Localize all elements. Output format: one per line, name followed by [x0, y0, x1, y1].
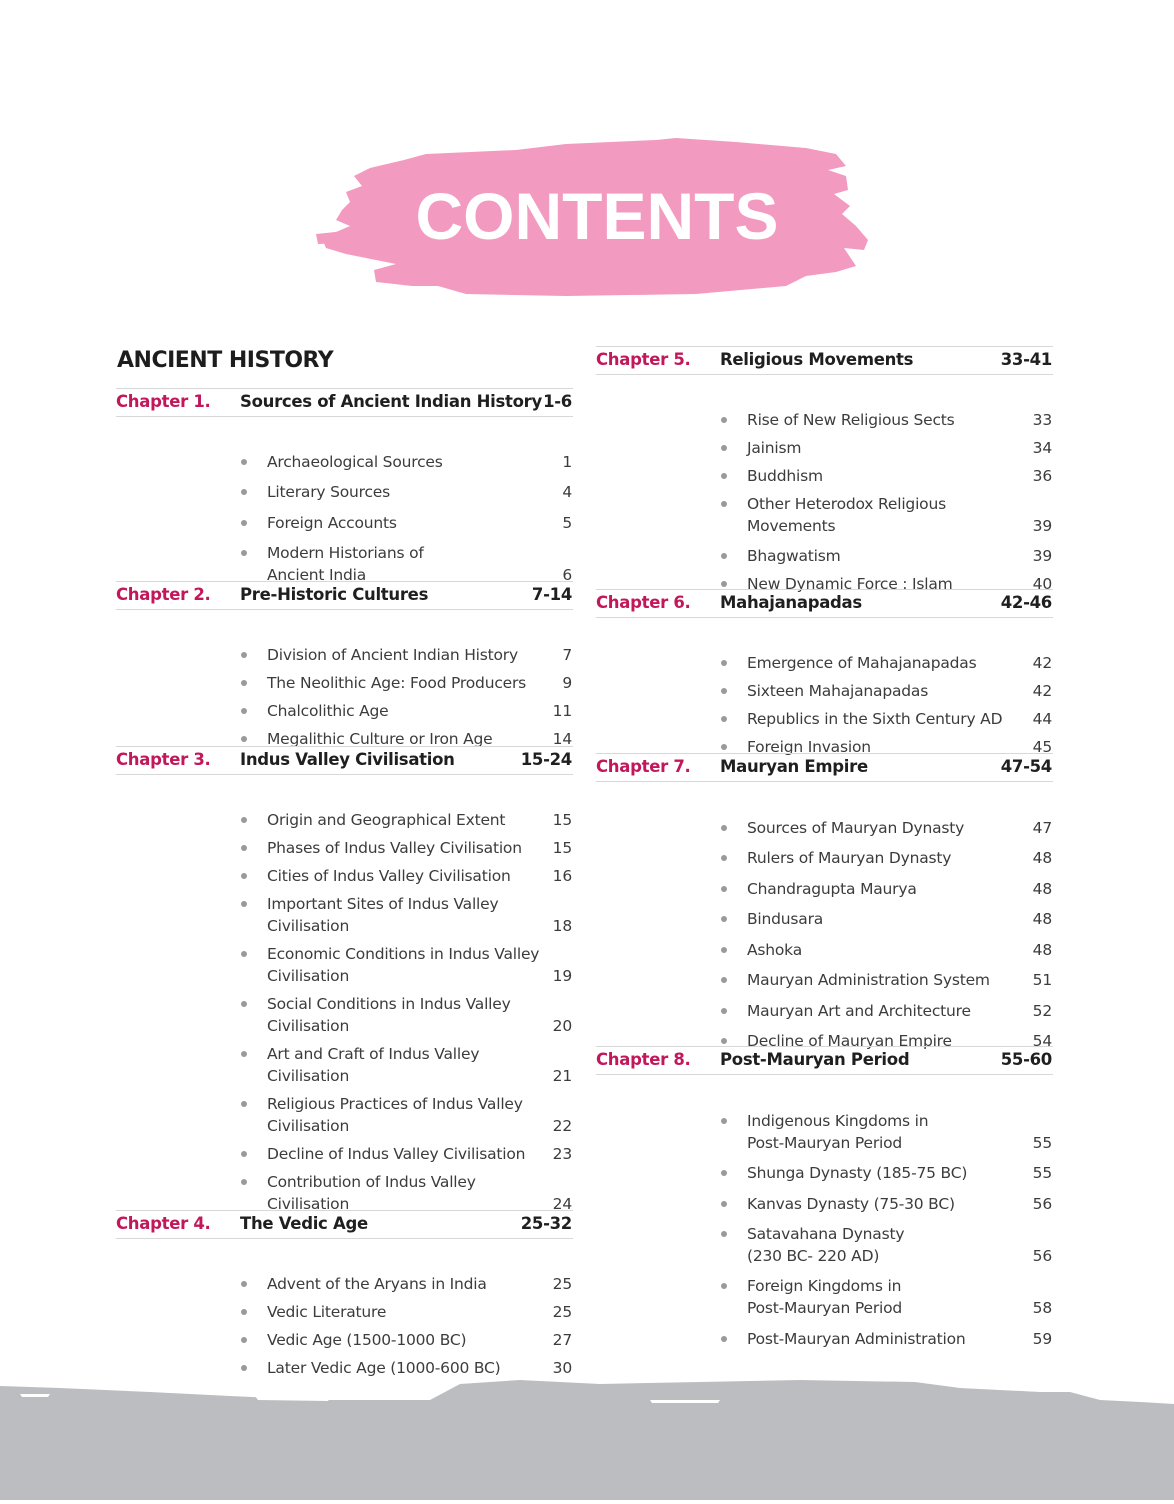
bullet-icon — [241, 1179, 247, 1185]
topic-text: Buddhism — [747, 467, 823, 485]
topic-page: 59 — [1032, 1330, 1052, 1348]
topic-page: 56 — [1032, 1247, 1052, 1265]
topic-text: Cities of Indus Valley Civilisation — [267, 867, 511, 885]
topic-text: Post-Mauryan Administration — [747, 1330, 966, 1348]
topic-page: 9 — [562, 674, 572, 692]
topic-item[interactable] — [116, 644, 573, 666]
topic-text: Economic Conditions in Indus Valley Civilisation — [267, 945, 540, 985]
topic-item[interactable] — [116, 1329, 573, 1351]
topic-text: Important Sites of Indus Valley Civilisation — [267, 895, 499, 935]
topic-text: Rulers of Mauryan Dynasty — [747, 849, 952, 867]
bullet-icon — [721, 1118, 727, 1124]
topic-page: 51 — [1032, 971, 1052, 989]
topic-item[interactable] — [596, 1193, 1053, 1215]
topic-text: Social Conditions in Indus Valley Civilisation — [267, 995, 511, 1035]
chapter-pages: 42-46 — [1000, 593, 1052, 612]
topic-text: Emergence of Mahajanapadas — [747, 654, 977, 672]
contents-title: CONTENTS — [415, 179, 779, 253]
topic-item[interactable] — [116, 837, 573, 859]
topic-page: 55 — [1032, 1134, 1052, 1152]
chapter-number: Chapter 4. — [116, 1214, 211, 1233]
topic-text: Literary Sources — [267, 483, 391, 501]
chapter-header[interactable] — [596, 1046, 1053, 1075]
bullet-icon — [241, 817, 247, 823]
topic-text: Origin and Geographical Extent — [267, 811, 506, 829]
topic-page: 4 — [562, 483, 572, 501]
topic-text: Indigenous Kingdoms in Post-Mauryan Period — [747, 1112, 929, 1152]
topic-page: 16 — [552, 867, 572, 885]
bullet-icon — [241, 1309, 247, 1315]
topic-item[interactable] — [596, 908, 1053, 930]
topic-item[interactable] — [596, 847, 1053, 869]
topic-item[interactable] — [116, 1043, 573, 1087]
topic-text: New Dynamic Force : Islam — [747, 575, 953, 593]
bullet-icon — [721, 1201, 727, 1207]
topic-text: Religious Practices of Indus Valley Civilisation — [267, 1095, 523, 1135]
contents-banner — [316, 136, 872, 302]
bullet-icon — [241, 1337, 247, 1343]
chapter-title: The Vedic Age — [240, 1214, 368, 1233]
chapter-6 — [596, 589, 1053, 756]
topic-item[interactable] — [596, 817, 1053, 839]
brush-stroke-shape — [0, 1360, 1174, 1500]
chapter-header[interactable] — [116, 581, 573, 610]
topic-item[interactable] — [596, 939, 1053, 961]
chapter-pages: 33-41 — [1000, 350, 1052, 369]
topic-item[interactable] — [596, 1275, 1053, 1319]
topic-page: 39 — [1032, 547, 1052, 565]
footer-brush-band — [0, 1360, 1174, 1500]
topic-text: The Neolithic Age: Food Producers — [267, 674, 527, 692]
chapter-3 — [116, 746, 573, 1213]
topic-item[interactable] — [116, 893, 573, 937]
topic-item[interactable] — [596, 652, 1053, 674]
bullet-icon — [241, 845, 247, 851]
chapter-title: Pre-Historic Cultures — [240, 585, 429, 604]
topic-text: Archaeological Sources — [267, 453, 443, 471]
bullet-icon — [721, 744, 727, 750]
chapter-title: Sources of Ancient Indian History — [240, 392, 542, 411]
bullet-icon — [721, 1008, 727, 1014]
topic-page: 7 — [562, 646, 572, 664]
bullet-icon — [721, 1038, 727, 1044]
bullet-icon — [721, 1336, 727, 1342]
topic-text: Other Heterodox Religious Movements — [747, 495, 946, 535]
bullet-icon — [721, 1170, 727, 1176]
topic-page: 6 — [562, 566, 572, 584]
bullet-icon — [241, 873, 247, 879]
topic-page: 18 — [552, 917, 572, 935]
topic-page: 42 — [1032, 654, 1052, 672]
topic-text: Contribution of Indus Valley Civilisation — [267, 1173, 476, 1213]
topic-text: Chandragupta Maurya — [747, 880, 917, 898]
topic-page: 27 — [552, 1331, 572, 1349]
chapter-5 — [596, 346, 1053, 593]
topic-page: 44 — [1032, 710, 1052, 728]
bullet-icon — [241, 489, 247, 495]
topic-page: 48 — [1032, 849, 1052, 867]
topic-item[interactable] — [116, 993, 573, 1037]
chapter-number: Chapter 3. — [116, 750, 211, 769]
topic-text: Art and Craft of Indus Valley Civilisation — [267, 1045, 480, 1085]
chapter-title: Mauryan Empire — [720, 757, 868, 776]
bullet-icon — [241, 1151, 247, 1157]
topic-page: 48 — [1032, 910, 1052, 928]
topic-item[interactable] — [116, 1093, 573, 1137]
bullet-icon — [721, 501, 727, 507]
topic-text: Vedic Literature — [267, 1303, 387, 1321]
bullet-icon — [721, 553, 727, 559]
bullet-icon — [241, 1281, 247, 1287]
chapter-number: Chapter 7. — [596, 757, 691, 776]
topic-text: Shunga Dynasty (185-75 BC) — [747, 1164, 968, 1182]
topic-page: 15 — [552, 811, 572, 829]
topic-text: Bindusara — [747, 910, 824, 928]
topic-page: 52 — [1032, 1002, 1052, 1020]
topic-page: 1 — [562, 453, 572, 471]
chapter-pages: 25-32 — [520, 1214, 572, 1233]
topic-item[interactable] — [116, 1273, 573, 1295]
chapter-header[interactable] — [116, 746, 573, 775]
bullet-icon — [721, 581, 727, 587]
topic-text: Later Vedic Age (1000-600 BC) — [267, 1359, 501, 1377]
topic-item[interactable] — [116, 672, 573, 694]
topic-text: Jainism — [747, 439, 802, 457]
topic-item[interactable] — [596, 1000, 1053, 1022]
topic-text: Satavahana Dynasty (230 BC- 220 AD) — [747, 1225, 905, 1265]
chapter-title: Religious Movements — [720, 350, 914, 369]
chapter-4 — [116, 1210, 573, 1377]
topic-item[interactable] — [116, 865, 573, 887]
topic-page: 58 — [1032, 1299, 1052, 1317]
chapter-8 — [596, 1046, 1053, 1348]
topic-page: 19 — [552, 967, 572, 985]
topic-page: 15 — [552, 839, 572, 857]
topic-item[interactable] — [116, 943, 573, 987]
topic-item[interactable] — [596, 1110, 1053, 1154]
bullet-icon — [241, 1101, 247, 1107]
bullet-icon — [721, 716, 727, 722]
topic-text: Republics in the Sixth Century AD — [747, 710, 1003, 728]
topic-item[interactable] — [596, 1328, 1053, 1350]
bullet-icon — [721, 1231, 727, 1237]
chapter-number: Chapter 6. — [596, 593, 691, 612]
topic-page: 47 — [1032, 819, 1052, 837]
bullet-icon — [241, 652, 247, 658]
topic-item[interactable] — [596, 878, 1053, 900]
topic-text: Mauryan Administration System — [747, 971, 990, 989]
topic-page: 48 — [1032, 880, 1052, 898]
topic-page: 36 — [1032, 467, 1052, 485]
chapter-header[interactable] — [116, 388, 573, 417]
chapter-number: Chapter 8. — [596, 1050, 691, 1069]
topic-page: 23 — [552, 1145, 572, 1163]
bullet-icon — [721, 417, 727, 423]
topic-page: 20 — [552, 1017, 572, 1035]
topic-page: 30 — [552, 1359, 572, 1377]
topic-page: 56 — [1032, 1195, 1052, 1213]
topic-item[interactable] — [116, 1171, 573, 1215]
topic-text: Foreign Kingdoms in Post-Mauryan Period — [747, 1277, 903, 1317]
bullet-icon — [721, 445, 727, 451]
chapter-header[interactable] — [596, 753, 1053, 782]
topic-item[interactable] — [596, 493, 1053, 537]
topic-page: 21 — [552, 1067, 572, 1085]
chapter-7 — [596, 753, 1053, 1050]
chapter-title: Post-Mauryan Period — [720, 1050, 910, 1069]
topic-item[interactable] — [596, 969, 1053, 991]
topic-page: 40 — [1032, 575, 1052, 593]
bullet-icon — [241, 951, 247, 957]
bullet-icon — [241, 708, 247, 714]
topic-item[interactable] — [116, 512, 573, 534]
topic-item[interactable] — [116, 809, 573, 831]
topic-text: Ashoka — [747, 941, 802, 959]
chapter-number: Chapter 5. — [596, 350, 691, 369]
bullet-icon — [721, 947, 727, 953]
topic-page: 48 — [1032, 941, 1052, 959]
topic-text: Megalithic Culture or Iron Age — [267, 730, 493, 748]
bullet-icon — [241, 901, 247, 907]
topic-text: Foreign Invasion — [747, 738, 871, 756]
topic-text: Bhagwatism — [747, 547, 841, 565]
topic-text: Vedic Age (1500-1000 BC) — [267, 1331, 467, 1349]
topic-page: 25 — [552, 1303, 572, 1321]
bullet-icon — [721, 825, 727, 831]
topic-text: Chalcolithic Age — [267, 702, 389, 720]
topic-page: 54 — [1032, 1032, 1052, 1050]
bullet-icon — [241, 736, 247, 742]
topic-page: 25 — [552, 1275, 572, 1293]
topic-item[interactable] — [596, 680, 1053, 702]
topic-text: Phases of Indus Valley Civilisation — [267, 839, 522, 857]
chapter-header[interactable] — [116, 1210, 573, 1239]
chapter-header[interactable] — [596, 346, 1053, 375]
topic-item[interactable] — [596, 708, 1053, 730]
topic-page: 22 — [552, 1117, 572, 1135]
bullet-icon — [721, 886, 727, 892]
topic-text: Kanvas Dynasty (75-30 BC) — [747, 1195, 955, 1213]
topic-text: Sixteen Mahajanapadas — [747, 682, 929, 700]
topic-text: Modern Historians of Ancient India — [267, 544, 424, 584]
topic-page: 34 — [1032, 439, 1052, 457]
topic-page: 33 — [1032, 411, 1052, 429]
bullet-icon — [721, 916, 727, 922]
topic-item[interactable] — [116, 542, 573, 586]
bullet-icon — [721, 1283, 727, 1289]
topic-text: Division of Ancient Indian History — [267, 646, 518, 664]
topic-page: 24 — [552, 1195, 572, 1213]
topic-text: Decline of Indus Valley Civilisation — [267, 1145, 526, 1163]
bullet-icon — [241, 459, 247, 465]
bullet-icon — [241, 680, 247, 686]
topic-item[interactable] — [596, 1162, 1053, 1184]
chapter-number: Chapter 1. — [116, 392, 211, 411]
bullet-icon — [241, 1001, 247, 1007]
topic-text: Mauryan Art and Architecture — [747, 1002, 971, 1020]
topic-item[interactable] — [116, 451, 573, 473]
section-title: ANCIENT HISTORY — [117, 348, 334, 373]
bullet-icon — [721, 977, 727, 983]
topic-text: Foreign Accounts — [267, 514, 397, 532]
chapter-pages: 7-14 — [531, 585, 572, 604]
bullet-icon — [721, 688, 727, 694]
topic-page: 55 — [1032, 1164, 1052, 1182]
topic-page: 5 — [562, 514, 572, 532]
chapter-title: Indus Valley Civilisation — [240, 750, 455, 769]
chapter-pages: 55-60 — [1000, 1050, 1052, 1069]
chapter-title: Mahajanapadas — [720, 593, 862, 612]
chapter-number: Chapter 2. — [116, 585, 211, 604]
topic-item[interactable] — [116, 700, 573, 722]
topic-item[interactable] — [116, 1143, 573, 1165]
chapter-pages: 1-6 — [543, 392, 572, 411]
bullet-icon — [721, 855, 727, 861]
topic-page: 11 — [552, 702, 572, 720]
topic-item[interactable] — [596, 1223, 1053, 1267]
topic-text: Rise of New Religious Sects — [747, 411, 955, 429]
bullet-icon — [241, 550, 247, 556]
topic-page: 39 — [1032, 517, 1052, 535]
bullet-icon — [721, 473, 727, 479]
chapter-header[interactable] — [596, 589, 1053, 618]
chapter-pages: 15-24 — [520, 750, 572, 769]
topic-page: 14 — [552, 730, 572, 748]
topic-text: Decline of Mauryan Empire — [747, 1032, 952, 1050]
chapter-pages: 47-54 — [1000, 757, 1052, 776]
bullet-icon — [241, 520, 247, 526]
bullet-icon — [721, 660, 727, 666]
topic-item[interactable] — [596, 409, 1053, 431]
topic-item[interactable] — [116, 1301, 573, 1323]
topic-text: Sources of Mauryan Dynasty — [747, 819, 965, 837]
topic-item[interactable] — [596, 437, 1053, 459]
topic-item[interactable] — [116, 481, 573, 503]
chapter-1 — [116, 388, 573, 584]
chapter-2 — [116, 581, 573, 748]
topic-page: 42 — [1032, 682, 1052, 700]
topic-item[interactable] — [596, 465, 1053, 487]
topic-item[interactable] — [596, 545, 1053, 567]
topic-page: 45 — [1032, 738, 1052, 756]
topic-text: Advent of the Aryans in India — [267, 1275, 487, 1293]
bullet-icon — [241, 1051, 247, 1057]
